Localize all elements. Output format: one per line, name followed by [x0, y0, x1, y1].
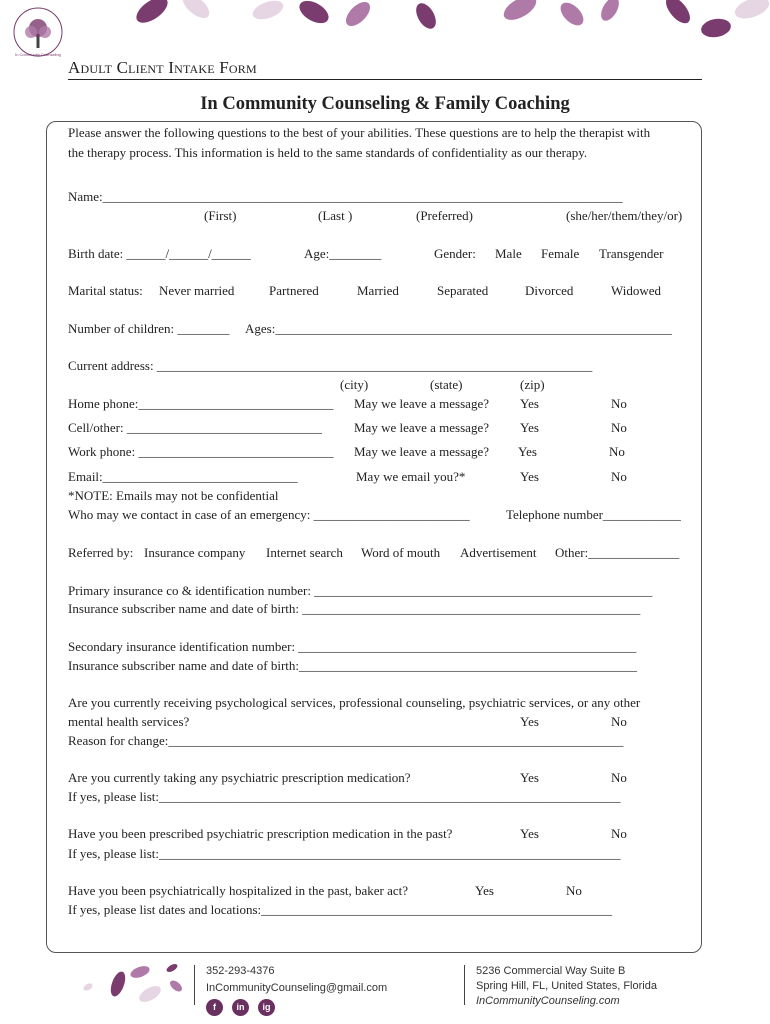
- primary-insurance-field[interactable]: Primary insurance co & identification number: ____________________________________________________: [68, 583, 653, 598]
- leaf-shape: [597, 0, 622, 24]
- footer-divider-left: [194, 965, 195, 1005]
- referral-word-of-mouth[interactable]: Word of mouth: [361, 545, 441, 560]
- address-city-label: (city): [340, 377, 369, 392]
- name-first-label: (First): [204, 208, 237, 223]
- current-medication-list-field[interactable]: If yes, please list:_______________________________________________________________________: [68, 789, 621, 804]
- work-phone-yes[interactable]: Yes: [518, 444, 537, 459]
- name-pronouns-label: (she/her/them/they/or): [566, 208, 683, 223]
- email-note: *NOTE: Emails may not be confidential: [68, 488, 279, 503]
- leaf-shape: [700, 17, 733, 40]
- referral-advertisement[interactable]: Advertisement: [460, 545, 537, 560]
- leaf-shape: [179, 0, 214, 22]
- emergency-contact-field[interactable]: Who may we contact in case of an emergency: ________________________: [68, 507, 470, 522]
- leaf-shape: [500, 0, 540, 25]
- question-current-services-line2: mental health services?: [68, 714, 190, 729]
- footer-website[interactable]: InCommunityCounseling.com: [476, 995, 620, 1007]
- gender-option-female[interactable]: Female: [541, 246, 580, 261]
- facebook-icon[interactable]: f: [206, 999, 223, 1016]
- primary-subscriber-field[interactable]: Insurance subscriber name and date of birth: ____________________________________________________: [68, 601, 641, 616]
- svg-text:In Community Counseling: In Community Counseling: [15, 52, 61, 57]
- leaf-shape: [165, 962, 178, 973]
- home-phone-question: May we leave a message?: [354, 396, 489, 411]
- reason-for-change-field[interactable]: Reason for change:______________________________________________________________________: [68, 733, 624, 748]
- question-current-medication: Are you currently taking any psychiatric prescription medication?: [68, 770, 411, 785]
- cell-phone-field[interactable]: Cell/other: ______________________________: [68, 420, 322, 435]
- q1-no[interactable]: No: [611, 714, 627, 729]
- leaf-shape: [342, 0, 375, 30]
- birth-date-field[interactable]: Birth date: ______/______/______: [68, 246, 251, 261]
- email-field[interactable]: Email:______________________________: [68, 469, 298, 484]
- email-no[interactable]: No: [611, 469, 627, 484]
- q2-no[interactable]: No: [611, 770, 627, 785]
- leaf-shape: [412, 0, 440, 32]
- logo: [10, 4, 66, 60]
- leaf-shape: [732, 0, 770, 23]
- marital-option-widowed[interactable]: Widowed: [611, 283, 662, 298]
- leaf-shape: [556, 0, 587, 30]
- instagram-icon[interactable]: ig: [258, 999, 275, 1016]
- q2-yes[interactable]: Yes: [520, 770, 539, 785]
- leaf-shape: [296, 0, 333, 28]
- intro-line-1: Please answer the following questions to the best of your abilities. These questions are to help the therapist with: [68, 125, 651, 140]
- past-medication-list-field[interactable]: If yes, please list:_______________________________________________________________________: [68, 846, 621, 861]
- leaf-decoration-footer: [78, 960, 188, 1010]
- marital-option-married[interactable]: Married: [357, 283, 399, 298]
- children-count-field[interactable]: Number of children: ________: [68, 321, 230, 336]
- q4-yes[interactable]: Yes: [475, 883, 494, 898]
- marital-option-separated[interactable]: Separated: [437, 283, 489, 298]
- form-title: Adult Client Intake Form: [68, 58, 702, 80]
- leaf-decoration-top: [0, 0, 770, 45]
- page-title: In Community Counseling & Family Coaching: [200, 94, 570, 114]
- gender-option-transgender[interactable]: Transgender: [599, 246, 664, 261]
- question-hospitalized: Have you been psychiatrically hospitalized in the past, baker act?: [68, 883, 409, 898]
- address-state-label: (state): [430, 377, 463, 392]
- marital-status-label: Marital status:: [68, 283, 143, 298]
- referred-by-label: Referred by:: [68, 545, 134, 560]
- leaf-shape: [82, 982, 94, 992]
- q1-yes[interactable]: Yes: [520, 714, 539, 729]
- leaf-shape: [129, 964, 151, 980]
- cell-phone-question: May we leave a message?: [354, 420, 489, 435]
- address-zip-label: (zip): [520, 377, 545, 392]
- footer-address-line1: 5236 Commercial Way Suite B: [476, 965, 626, 977]
- referral-other-field[interactable]: Other:______________: [555, 545, 680, 560]
- hospitalization-list-field[interactable]: If yes, please list dates and locations:______________________________________________________: [68, 902, 613, 917]
- q3-yes[interactable]: Yes: [520, 826, 539, 841]
- referral-insurance-company[interactable]: Insurance company: [144, 545, 246, 560]
- home-phone-field[interactable]: Home phone:______________________________: [68, 396, 334, 411]
- leaf-shape: [108, 970, 128, 999]
- name-preferred-label: (Preferred): [416, 208, 474, 223]
- gender-option-male[interactable]: Male: [495, 246, 522, 261]
- footer-address-line2: Spring Hill, FL, United States, Florida: [476, 980, 657, 992]
- marital-option-partnered[interactable]: Partnered: [269, 283, 319, 298]
- question-current-services-line1: Are you currently receiving psychological services, professional counseling, psychiatric services, or any other: [68, 695, 641, 710]
- email-question: May we email you?*: [356, 469, 466, 484]
- gender-label: Gender:: [434, 246, 476, 261]
- age-field[interactable]: Age:________: [304, 246, 382, 261]
- footer-email[interactable]: InCommunityCounseling@gmail.com: [206, 982, 388, 994]
- tree-logo-icon: [10, 4, 66, 60]
- home-phone-no[interactable]: No: [611, 396, 627, 411]
- work-phone-question: May we leave a message?: [354, 444, 489, 459]
- question-past-medication: Have you been prescribed psychiatric prescription medication in the past?: [68, 826, 453, 841]
- secondary-insurance-field[interactable]: Secondary insurance identification number: ____________________________________________________: [68, 639, 637, 654]
- emergency-phone-field[interactable]: Telephone number____________: [506, 507, 681, 522]
- linkedin-icon[interactable]: in: [232, 999, 249, 1016]
- address-field[interactable]: Current address: ___________________________________________________________________: [68, 358, 593, 373]
- secondary-subscriber-field[interactable]: Insurance subscriber name and date of birth:____________________________________________________: [68, 658, 638, 673]
- leaf-shape: [662, 0, 695, 27]
- work-phone-field[interactable]: Work phone: ______________________________: [68, 444, 334, 459]
- q3-no[interactable]: No: [611, 826, 627, 841]
- footer-phone: 352-293-4376: [206, 965, 275, 977]
- work-phone-no[interactable]: No: [609, 444, 625, 459]
- leaf-shape: [168, 978, 184, 993]
- leaf-shape: [250, 0, 286, 23]
- leaf-shape: [132, 0, 172, 28]
- cell-phone-no[interactable]: No: [611, 420, 627, 435]
- name-last-label: (Last ): [318, 208, 353, 223]
- leaf-shape: [137, 983, 164, 1005]
- cell-phone-yes[interactable]: Yes: [520, 420, 539, 435]
- home-phone-yes[interactable]: Yes: [520, 396, 539, 411]
- children-ages-field[interactable]: Ages:_____________________________________________________________: [245, 321, 672, 336]
- name-field[interactable]: Name:________________________________________________________________________________: [68, 189, 623, 204]
- marital-option-never-married[interactable]: Never married: [159, 283, 235, 298]
- footer-divider-right: [464, 965, 465, 1005]
- marital-option-divorced[interactable]: Divorced: [525, 283, 574, 298]
- referral-internet-search[interactable]: Internet search: [266, 545, 343, 560]
- q4-no[interactable]: No: [566, 883, 582, 898]
- email-yes[interactable]: Yes: [520, 469, 539, 484]
- intro-line-2: the therapy process. This information is held to the same standards of confidentiality as our therapy.: [68, 145, 588, 160]
